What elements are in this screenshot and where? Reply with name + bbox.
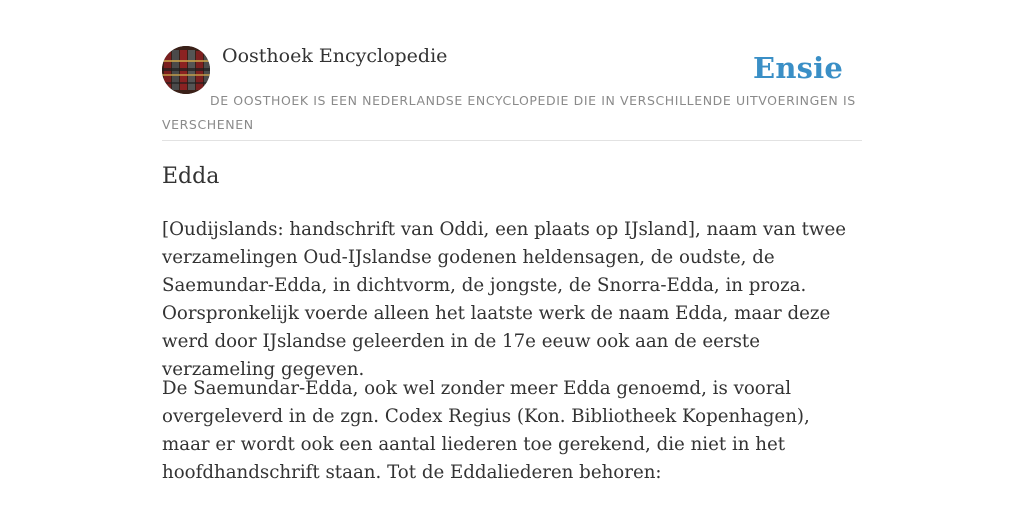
site-name[interactable]: Oosthoek Encyclopedie (222, 45, 448, 67)
ensie-logo[interactable]: Ensie (753, 51, 843, 85)
encyclopedia-books-avatar[interactable] (162, 46, 210, 94)
article-paragraph: [Oudijslands: handschrift van Oddi, een plaats op IJsland], naam van twee verzamelingen Oud-IJslandse godenen heldensagen, de oudste, de Saemundar-Edda, in dichtvorm, de jongste, de Snorra-Edda, in proza. Oorspronkelijk voerde alleen het laatste werk de naam Edda, maar deze werd door IJslandse geleerden in de 17e eeuw ook aan de eerste verzameling gegeven. (162, 219, 846, 380)
site-description: DE OOSTHOEK IS EEN NEDERLANDSE ENCYCLOPEDIE DIE IN VERSCHILLENDE UITVOERINGEN IS VERSCHENEN (162, 93, 856, 132)
article-paragraph: De Saemundar-Edda, ook wel zonder meer Edda genoemd, is vooral overgeleverd in de zgn. Codex Regius (Kon. Bibliotheek Kopenhagen), maar er wordt ook een aantal liederen toe gerekend, die niet in het hoofdhandschrift staan. Tot de Eddaliederen behoren: (162, 378, 810, 483)
article-title: Edda (162, 164, 220, 189)
books-icon (162, 46, 210, 94)
site-header (162, 0, 862, 141)
page-container (162, 0, 862, 483)
